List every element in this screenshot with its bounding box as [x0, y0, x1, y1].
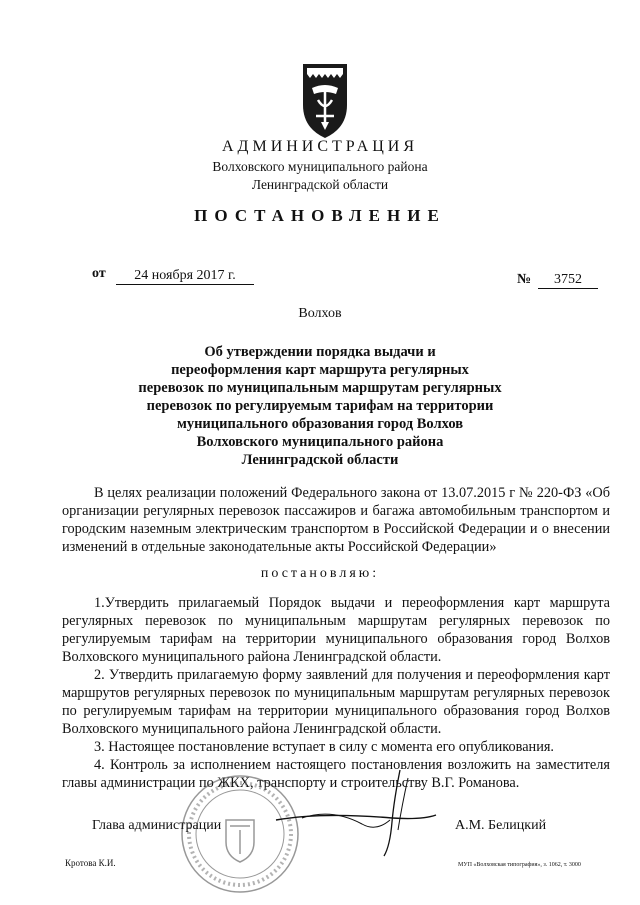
- heading-line: переоформления карт маршрута регулярных: [171, 362, 469, 378]
- executor-name: Кротова К.И.: [65, 858, 116, 868]
- admin-title: АДМИНИСТРАЦИЯ: [222, 138, 418, 155]
- coat-of-arms-icon: [300, 60, 350, 140]
- heading-line: Об утверждении порядка выдачи и: [204, 344, 436, 360]
- heading-line: перевозок по регулируемым тарифам на территории: [146, 398, 494, 414]
- document-heading: [0, 343, 640, 469]
- printer-imprint: МУП «Волховская типография», з. 1062, т. 3000: [458, 862, 581, 868]
- document-type-title: ПОСТАНОВЛЕНИЕ: [194, 206, 446, 225]
- date-value: 24 ноября 2017 г.: [116, 268, 254, 285]
- admin-district: Волховского муниципального района: [212, 159, 428, 174]
- city: Волхов: [298, 306, 342, 321]
- resolve-word: постановляю:: [260, 566, 380, 581]
- number-label: №: [517, 272, 532, 287]
- item-4-paragraph: 4. Контроль за исполнением настоящего постановления возложить на заместителя главы администрации по ЖКХ, транспорту и строительству В.Г. Романова.: [62, 757, 610, 791]
- heading-line: перевозок по муниципальным маршрутам регулярных: [138, 380, 502, 396]
- heading-line: муниципального образования город Волхов: [176, 416, 464, 432]
- number-value: 3752: [538, 272, 598, 289]
- preamble-paragraph: В целях реализации положений Федерального закона от 13.07.2015 г № 220-ФЗ «Об организации регулярных перевозок пассажиров и багажа автомобильным транспортом и городским наземным электрическим транспортом в Российской Федерации и о внесении изменений в отдельные законодательные акты Российской Федерации»: [62, 485, 610, 555]
- signer-position: Глава администрации: [92, 818, 222, 833]
- heading-line: Ленинградской области: [241, 452, 399, 468]
- heading-line: Волховского муниципального района: [196, 434, 444, 450]
- item-1-paragraph: 1.Утвердить прилагаемый Порядок выдачи и переоформления карт маршрута регулярных перевозок по муниципальным маршрутам регулярных перевозок по регулируемым тарифам на территории муниципального образования город Волхов Волховского муниципального района Ленинградской области.: [62, 595, 610, 665]
- admin-region: Ленинградской области: [251, 177, 389, 192]
- item-3-paragraph: 3. Настоящее постановление вступает в силу с момента его опубликования.: [94, 739, 554, 755]
- item-2-paragraph: 2. Утвердить прилагаемую форму заявлений для получения и переоформления карт маршрутов регулярных перевозок по муниципальным маршрутам регулярных перевозок по регулируемым тарифам на территории муниципального образования город Волхов Волховского муниципального района Ленинградской области.: [62, 667, 610, 737]
- date-label: от: [92, 266, 106, 281]
- handwritten-signature-icon: [272, 760, 442, 860]
- signer-name: А.М. Белицкий: [455, 818, 547, 833]
